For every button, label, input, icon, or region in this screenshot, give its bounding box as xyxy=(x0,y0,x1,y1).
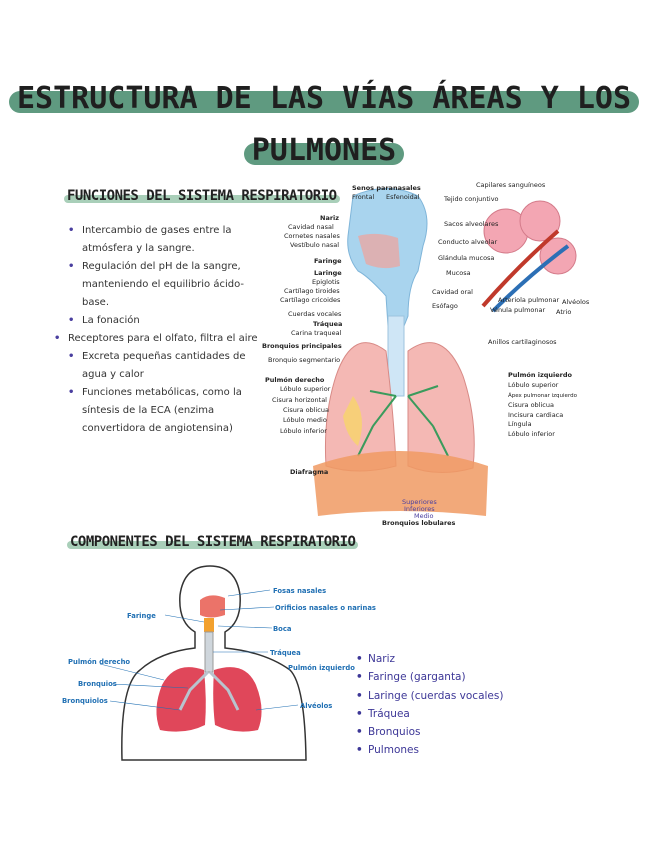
respiratory-anatomy-diagram xyxy=(258,176,598,526)
label-conducto: Conducto alveolar xyxy=(438,238,498,246)
label-bronquios-lobulares: Bronquios lobulares xyxy=(382,519,456,527)
label-orificios: Orificios nasales o narinas xyxy=(275,604,376,612)
label-alveolos: Alvéolos xyxy=(300,702,333,710)
label-atrio: Atrio xyxy=(556,308,572,316)
label-faringe: Faringe xyxy=(314,257,342,265)
label-vestibulo: Vestíbulo nasal xyxy=(290,241,340,249)
list-item: • Intercambio de gases entre la atmósfera y la sangre. xyxy=(68,222,258,258)
functions-list xyxy=(68,222,258,438)
label-esfenoidal: Esfenoidal xyxy=(386,193,420,201)
torso-diagram xyxy=(60,560,376,760)
label-tejido: Tejido conjuntivo xyxy=(444,195,499,203)
label-fosas: Fosas nasales xyxy=(273,587,327,595)
list-item: • La fonación xyxy=(68,312,258,330)
label-frontal: Frontal xyxy=(352,193,375,201)
label-bronquio-segmentario: Bronquio segmentario xyxy=(268,356,341,364)
diaphragm-shape xyxy=(313,451,488,516)
label-diafragma: Diafragma xyxy=(290,468,329,476)
components-list xyxy=(356,650,503,760)
label-esofago: Esófago xyxy=(432,302,458,310)
label-cavidad-nasal: Cavidad nasal xyxy=(288,223,334,231)
label-incisura: Incisura cardiaca xyxy=(508,411,564,419)
components-heading: COMPONENTES DEL SISTEMA RESPIRATORIO xyxy=(70,534,355,550)
trachea-shape xyxy=(205,632,213,672)
label-anillos: Anillos cartilaginosos xyxy=(488,338,557,346)
page-title-line1: ESTRUCTURA DE LAS VÍAS ÁREAS Y LOS xyxy=(0,82,648,116)
label-medio: Medio xyxy=(414,512,434,520)
list-item: • Bronquios xyxy=(356,723,503,741)
label-alveolos: Alvéolos xyxy=(562,298,590,306)
label-pulmon-derecho: Pulmón derecho xyxy=(265,376,325,384)
label-cisura-horizontal: Cisura horizontal xyxy=(272,396,327,404)
label-traquea: Tráquea xyxy=(270,649,301,657)
list-item: • Receptores para el olfato, filtra el aire xyxy=(54,330,258,348)
label-glandula: Glándula mucosa xyxy=(438,254,495,262)
list-item: • Pulmones xyxy=(356,741,503,759)
label-cavidad-oral: Cavidad oral xyxy=(432,288,473,296)
label-pulmon-derecho: Pulmón derecho xyxy=(68,658,131,666)
label-lingula: Língula xyxy=(508,420,532,428)
label-arteriola: Arteriola pulmonar xyxy=(498,296,560,304)
label-venula: Vénula pulmonar xyxy=(490,306,546,314)
list-item: • Faringe (garganta) xyxy=(356,668,503,686)
label-laringe: Laringe xyxy=(314,269,342,277)
label-cuerdas: Cuerdas vocales xyxy=(288,310,342,318)
label-bronquios: Bronquios xyxy=(78,680,117,688)
label-epiglotis: Epiglotis xyxy=(312,278,340,286)
label-carina: Carina traqueal xyxy=(291,329,342,337)
list-item: • Funciones metabólicas, como la síntesis de la ECA (enzima convertidora de angiotensina) xyxy=(68,384,258,438)
label-bronquiolos: Bronquiolos xyxy=(62,697,108,705)
label-mucosa: Mucosa xyxy=(446,269,471,277)
trachea-shape xyxy=(388,316,404,396)
list-item: • Laringe (cuerdas vocales) xyxy=(356,687,503,705)
label-inferiores: Inferiores xyxy=(404,505,435,513)
page-title-line2: PULMONES xyxy=(0,134,648,168)
label-lobulo-inferior-i: Lóbulo inferior xyxy=(508,430,555,438)
label-lobulo-superior-i: Lóbulo superior xyxy=(508,381,559,389)
label-lobulo-inferior-d: Lóbulo inferior xyxy=(280,427,327,435)
label-apex: Ápex pulmonar izquierdo xyxy=(508,393,577,399)
list-item: • Tráquea xyxy=(356,705,503,723)
label-bronquios-principales: Bronquios principales xyxy=(262,342,342,350)
label-boca: Boca xyxy=(273,625,292,633)
functions-heading: FUNCIONES DEL SISTEMA RESPIRATORIO xyxy=(67,188,337,204)
label-senos: Senos paranasales xyxy=(352,184,421,192)
label-cisura-oblicua-d: Cisura oblicua xyxy=(283,406,329,414)
label-traquea: Tráquea xyxy=(313,320,343,328)
label-cisura-oblicua-i: Cisura oblicua xyxy=(508,401,554,409)
label-lobulo-medio: Lóbulo medio xyxy=(283,416,327,424)
label-faringe: Faringe xyxy=(127,612,156,620)
label-sacos: Sacos alveolares xyxy=(444,220,499,228)
label-tiroides: Cartílago tiroides xyxy=(284,287,340,295)
label-superiores: Superiores xyxy=(402,498,437,506)
label-nariz: Nariz xyxy=(320,214,340,222)
label-pulmon-izquierdo: Pulmón izquierdo xyxy=(288,664,355,672)
label-cornetes: Cornetes nasales xyxy=(284,232,340,240)
label-lobulo-superior-d: Lóbulo superior xyxy=(280,385,331,393)
body-outline xyxy=(122,566,306,760)
list-item: • Nariz xyxy=(356,650,503,668)
nasal-cavity-shape xyxy=(200,595,225,617)
label-cricoides: Cartílago cricoides xyxy=(280,296,341,304)
list-item: • Excreta pequeñas cantidades de agua y calor xyxy=(68,348,258,384)
label-capilares: Capilares sanguíneos xyxy=(476,181,546,189)
list-item: • Regulación del pH de la sangre, manteniendo el equilibrio ácido-base. xyxy=(68,258,258,312)
label-pulmon-izquierdo: Pulmón izquierdo xyxy=(508,371,573,379)
pharynx-shape xyxy=(204,618,214,632)
